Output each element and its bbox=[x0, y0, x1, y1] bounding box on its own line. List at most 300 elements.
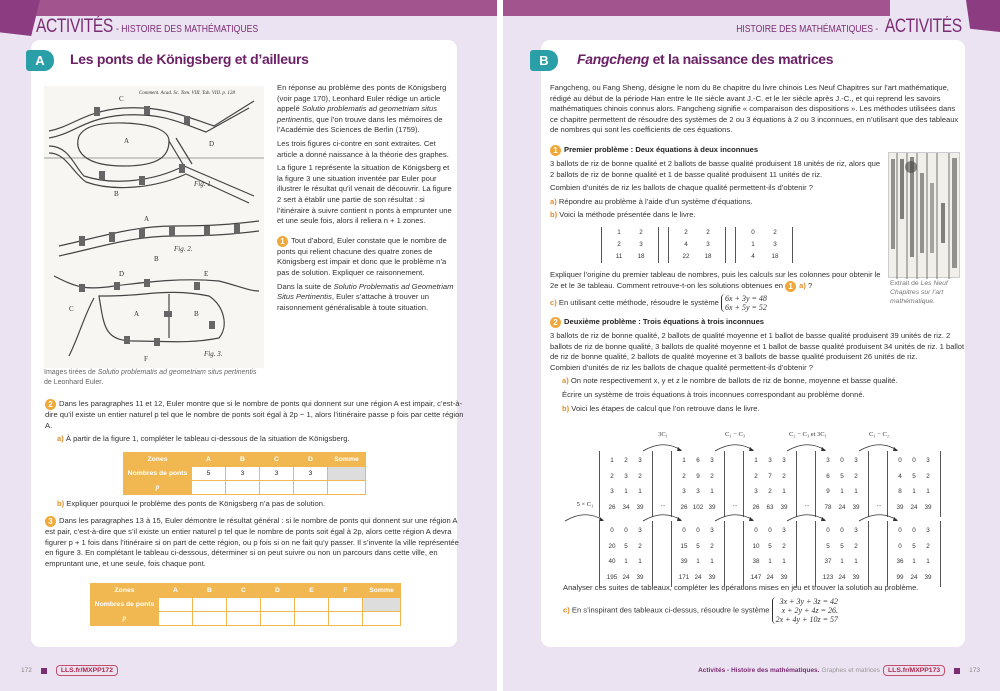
table-header: Zones bbox=[91, 584, 159, 598]
table-value: 3 bbox=[638, 527, 642, 534]
table-value: 0 bbox=[898, 457, 902, 464]
table-value: 39 bbox=[924, 503, 932, 511]
table-value: 3 bbox=[610, 488, 614, 495]
footer-chapter: Activités - Histoire des mathématiques. bbox=[698, 667, 820, 674]
table-cell[interactable] bbox=[295, 598, 329, 612]
text: Extrait de bbox=[890, 280, 921, 287]
table-value: 171 bbox=[678, 573, 690, 581]
manuscript-caption bbox=[890, 279, 965, 306]
table-cell[interactable] bbox=[329, 612, 363, 626]
table-value: 4 bbox=[751, 253, 755, 260]
table-value: 1 bbox=[710, 558, 714, 565]
table-value: 6 bbox=[826, 472, 830, 480]
table-value: 99 bbox=[896, 573, 904, 581]
label-b: b) bbox=[57, 499, 65, 508]
table-value: 10 bbox=[752, 542, 760, 550]
figure3-table bbox=[90, 583, 401, 626]
question-2 bbox=[45, 399, 465, 448]
system-3x3 bbox=[772, 597, 838, 624]
table-value: 0 bbox=[610, 527, 614, 534]
table-value: 0 bbox=[826, 527, 830, 534]
problem-2-text: 3 ballots de riz de bonne qualité, 2 ballots de qualité moyenne et 1 ballot de basse qualité produisent 39 unités de riz. 2 ballots de riz de bonne qualité, 3 ballots de qualité moyenne et 1 ballot de basse qualité produisent 34 unités de riz. 1 ballot de riz de bonne qualité, 2 ballots de qualité moyenne et 3 ballots de basse qualité produisent 26 unités de riz. bbox=[550, 331, 965, 362]
table-value: 3 bbox=[768, 457, 772, 464]
table-value: 37 bbox=[824, 558, 832, 565]
problem-2a-text: On note respectivement x, y et z le nombre de ballots de riz de bonne, moyenne et basse qualité. bbox=[570, 376, 898, 386]
row-label: Nombres de ponts bbox=[124, 467, 192, 481]
problem-number-2: 2 bbox=[550, 317, 561, 328]
arrow-icon bbox=[785, 441, 829, 453]
svg-text:A: A bbox=[124, 137, 130, 145]
label-c: c) bbox=[550, 297, 557, 307]
table-value: 1 bbox=[682, 457, 686, 464]
table-value: 1 bbox=[768, 558, 772, 565]
table-cell bbox=[328, 467, 366, 481]
question-number-1: 1 bbox=[277, 236, 288, 247]
label-a: a) bbox=[562, 376, 569, 386]
page-number: 172 bbox=[21, 667, 32, 674]
table-value: 0 bbox=[840, 457, 844, 464]
arrow-icon bbox=[641, 511, 685, 523]
text: , que l’on trouve dans les mémoires de l’Académie des Sciences de Berlin (1759). bbox=[277, 114, 443, 135]
table-value: 0 bbox=[751, 229, 755, 236]
table-value: 0 bbox=[696, 527, 700, 534]
question-2b bbox=[57, 499, 457, 513]
question-1-text: Tout d’abord, Euler constate que le nombre de ponts qui relient chacune des quatre zones de Königsberg est impair et donc que le problème n’a pas de solution. Expliquer ce raisonnement. bbox=[277, 235, 447, 277]
equation: 3x + 3y + 3z = 42 bbox=[779, 596, 838, 606]
table-value: 147 bbox=[750, 573, 762, 581]
question-3 bbox=[45, 516, 465, 572]
table-cell[interactable] bbox=[261, 598, 295, 612]
table-value: 2 bbox=[782, 472, 786, 480]
question-2-text: Dans les paragraphes 11 et 12, Euler montre que si le nombre de ponts qui donnent sur une région A est impair, c’est-à-dire qu’il existe un entier naturel p tel que le nombre de ponts soit égal à 2p − 1, alors l’itinéraire passe p fois par cette région A. bbox=[45, 399, 464, 430]
problem-1b-text: Voici la méthode présentée dans le livre. bbox=[559, 210, 696, 220]
page-header bbox=[36, 16, 289, 38]
corner-decoration bbox=[966, 0, 1000, 32]
table-cell[interactable] bbox=[192, 481, 226, 495]
operation-label: ... bbox=[660, 501, 666, 508]
table-value: 1 bbox=[782, 558, 786, 565]
table-cell bbox=[363, 598, 401, 612]
table-value: 6 bbox=[696, 457, 700, 464]
table-value: 3 bbox=[854, 457, 858, 464]
table-value: 78 bbox=[824, 503, 832, 511]
question-1-followup bbox=[277, 282, 457, 314]
operation-label: ... bbox=[732, 501, 738, 508]
table-value: 18 bbox=[637, 253, 645, 260]
caption-text-end: de Leonhard Euler. bbox=[44, 378, 104, 386]
intro-paragraph-2: Les trois figures ci-contre en sont extraites. Cet article a donné naissance à la théorie des graphes. bbox=[277, 138, 449, 159]
arrow-icon bbox=[785, 511, 829, 523]
right-page bbox=[503, 0, 1000, 691]
table-value: 8 bbox=[898, 488, 902, 495]
page-number: 173 bbox=[969, 667, 980, 674]
svg-text:D: D bbox=[209, 140, 215, 148]
label-c: c) bbox=[563, 605, 570, 615]
left-page bbox=[0, 0, 497, 691]
table-value: 39 bbox=[780, 573, 788, 581]
table-value: 1 bbox=[926, 488, 930, 495]
table-value: 2 bbox=[617, 241, 621, 248]
table-cell[interactable] bbox=[363, 612, 401, 626]
question-2b-text: Expliquer pourquoi le problème des ponts de Königsberg n’a pas de solution. bbox=[66, 499, 326, 508]
page-footer bbox=[21, 665, 118, 676]
chinese-manuscript-image bbox=[888, 152, 960, 278]
table-cell[interactable] bbox=[294, 481, 328, 495]
operation-label: ... bbox=[804, 501, 810, 508]
table-cell[interactable] bbox=[328, 481, 366, 495]
table-value: 0 bbox=[912, 527, 916, 534]
operation-label: C₁ − C₃ bbox=[724, 431, 746, 438]
reference-number-1: 1 bbox=[785, 281, 796, 292]
table-value: 1 bbox=[710, 488, 714, 495]
corner-decoration bbox=[0, 0, 40, 36]
book-title: Les Neuf Chapitres sur l’art mathématique. bbox=[890, 280, 948, 305]
table-value: 2 bbox=[610, 472, 614, 480]
problem-2-analyse bbox=[563, 583, 963, 627]
table-value: 40 bbox=[608, 558, 616, 565]
problem-1-title: Premier problème : Deux équations à deux inconnues bbox=[564, 145, 759, 154]
arrow-icon bbox=[713, 441, 757, 453]
table-header: B bbox=[226, 453, 260, 467]
svg-text:C: C bbox=[69, 305, 74, 313]
table-value: 1 bbox=[638, 558, 642, 565]
table-value: 1 bbox=[854, 488, 858, 495]
table-value: 1 bbox=[854, 558, 858, 565]
table-header: Somme bbox=[328, 453, 366, 467]
problem-2b-text: Voici les étapes de calcul que l’on retrouve dans le livre. bbox=[571, 403, 760, 413]
coefficient-table bbox=[668, 227, 726, 263]
svg-text:C: C bbox=[119, 95, 124, 103]
header-sub: HISTOIRE DES MATHÉMATIQUES - bbox=[736, 23, 879, 35]
table-value: 1 bbox=[754, 457, 758, 464]
table-value: 5 bbox=[624, 542, 628, 550]
table-cell[interactable] bbox=[159, 612, 193, 626]
article-title: Solutio Problematis ad Geometriam Situs Pertinentis bbox=[277, 281, 454, 302]
row-label: Nombres de ponts bbox=[91, 598, 159, 612]
fig3-label: Fig. 3. bbox=[204, 350, 223, 358]
step-table bbox=[887, 521, 941, 587]
question-1 bbox=[277, 236, 457, 279]
problem-1-question: Combien d’unités de riz les ballots de chaque qualité permettent-ils d’obtenir ? bbox=[550, 183, 813, 193]
table-value: 3 bbox=[854, 527, 858, 534]
table-header: D bbox=[261, 584, 295, 598]
table-value: 39 bbox=[636, 503, 644, 511]
table-cell[interactable] bbox=[227, 612, 261, 626]
table-value: 18 bbox=[704, 253, 712, 260]
table-value: 1 bbox=[751, 241, 755, 248]
header-main: ACTIVITÉS bbox=[885, 16, 962, 37]
svg-text:B: B bbox=[154, 255, 159, 263]
table-value: 2 bbox=[624, 457, 628, 464]
table-header: A bbox=[192, 453, 226, 467]
table-value: 2 bbox=[682, 472, 686, 480]
label-b: b) bbox=[550, 210, 558, 220]
table-value: 38 bbox=[752, 558, 760, 565]
table-cell[interactable]: 3 bbox=[260, 467, 294, 481]
table-value: 3 bbox=[782, 527, 786, 534]
table-value: 1 bbox=[610, 457, 614, 464]
table-value: 0 bbox=[898, 527, 902, 534]
title-italic: Fangcheng bbox=[577, 51, 649, 67]
table-cell[interactable] bbox=[260, 481, 294, 495]
table-value: 2 bbox=[638, 542, 642, 550]
equation: x + 2y + 4z = 26. bbox=[781, 605, 838, 615]
label-a: a) bbox=[57, 434, 64, 444]
title-rest: et la naissance des matrices bbox=[648, 51, 834, 67]
analyse-text: Analyser ces suites de tableaux, compléter les opérations mises en jeu et trouver la solution au problème. bbox=[563, 583, 919, 592]
table-value: 2 bbox=[706, 229, 710, 236]
table-value: 36 bbox=[896, 558, 904, 565]
table-value: 24 bbox=[694, 573, 702, 581]
table-value: 195 bbox=[606, 573, 618, 581]
table-value: 5 bbox=[840, 542, 844, 550]
table-value: 1 bbox=[912, 558, 916, 565]
table-value: 22 bbox=[682, 253, 690, 260]
label-a: a) bbox=[550, 196, 557, 206]
text: Dans la suite de bbox=[277, 281, 334, 291]
caption-text: Images tirées de bbox=[44, 369, 98, 376]
table-value: 3 bbox=[696, 488, 700, 495]
header-main: ACTIVITÉS bbox=[36, 16, 113, 37]
table-value: 2 bbox=[773, 229, 777, 236]
table-value: 2 bbox=[710, 472, 714, 480]
text: , Euler s’attache à trouver un raisonnement généralisable à toute situation. bbox=[277, 292, 429, 312]
table-value: 11 bbox=[615, 253, 623, 260]
table-value: 5 bbox=[696, 542, 700, 550]
table-value: 1 bbox=[782, 488, 786, 495]
question-number-3: 3 bbox=[45, 516, 56, 527]
table-value: 39 bbox=[708, 573, 716, 581]
problem-2-question: Combien d’unités de riz les ballots de chaque qualité permettent-ils d’obtenir ? bbox=[550, 362, 813, 372]
top-band bbox=[36, 0, 497, 16]
header-sub: - HISTOIRE DES MATHÉMATIQUES bbox=[115, 23, 258, 35]
konigsberg-bridges-drawing bbox=[44, 86, 264, 368]
problem-1a-text: Répondre au problème à l’aide d’un système d’équations. bbox=[558, 196, 753, 206]
table-value: 2 bbox=[639, 229, 643, 236]
table-header: C bbox=[227, 584, 261, 598]
table-cell[interactable] bbox=[329, 598, 363, 612]
row-label: p bbox=[91, 612, 159, 626]
table-cell[interactable]: 3 bbox=[294, 467, 328, 481]
section-badge: B bbox=[530, 50, 558, 71]
fig1-label: Fig. 1. bbox=[194, 180, 213, 188]
table-value: 1 bbox=[840, 488, 844, 495]
section-title bbox=[577, 51, 833, 67]
table-value: 3 bbox=[624, 472, 628, 480]
table-value: 26 bbox=[608, 503, 616, 511]
intro-paragraph-3: La figure 1 représente la situation de Königsberg et la figure 3 une situation inventée par Euler pour illustrer le résultat qu’il venait de découvrir. La figure 2 sert à établir une partie de son résultat : si l’itinéraire à suivre contient n ponts à emprunter une et une seule fois, alors il reliera n + 1 zones. bbox=[277, 163, 452, 226]
svg-text:A: A bbox=[134, 310, 140, 318]
step-table bbox=[743, 521, 797, 587]
operation-label: 3C₁ bbox=[658, 431, 668, 438]
arrow-icon bbox=[713, 511, 757, 523]
footer-subtitle: Graphes et matrices bbox=[821, 667, 881, 674]
resource-link[interactable]: LLS.fr/MXPP172 bbox=[56, 665, 118, 676]
problem-1 bbox=[550, 145, 885, 224]
table-value: 5 bbox=[912, 542, 916, 550]
problem-2a-text2: Écrire un système de trois équations à trois inconnues correspondant au problème donné. bbox=[562, 389, 865, 399]
operation-label: 5 × C₁ bbox=[576, 501, 594, 508]
table-value: 2 bbox=[710, 542, 714, 550]
label-b: b) bbox=[562, 403, 570, 413]
table-value: 39 bbox=[680, 558, 688, 565]
table-value: 24 bbox=[622, 573, 630, 581]
svg-text:B: B bbox=[114, 190, 119, 198]
table-value: 0 bbox=[898, 542, 902, 550]
figure-header-note: Comment. Acad. Sc. Tom. VIII. Tab. VIII. p. 128 bbox=[139, 91, 235, 96]
table-value: 4 bbox=[684, 241, 688, 248]
table-cell[interactable] bbox=[226, 481, 260, 495]
table-value: 2 bbox=[768, 488, 772, 495]
table-value: 5 bbox=[840, 472, 844, 480]
table-header: Somme bbox=[363, 584, 401, 598]
step-table bbox=[815, 521, 869, 587]
table-value: 0 bbox=[912, 457, 916, 464]
problem-1c-text: En utilisant cette méthode, résoudre le système bbox=[558, 297, 719, 307]
equation: 2x + 4y + 10z = 57 bbox=[775, 614, 838, 624]
equation: 6x + 3y = 48 bbox=[725, 293, 767, 303]
table-value: 39 bbox=[896, 503, 904, 511]
svg-text:E: E bbox=[204, 270, 209, 278]
intro-text: Fangcheng, ou Fang Sheng, désigne le nom du 8e chapitre du livre chinois Les Neuf Chapitres sur l’art mathématique, rédigé au début de la période Han entre le IIe siècle avant J.-C. et le Ier siècle après J.-C., et qui reprend les savoirs mathématiques chinois connus alors. Fangcheng signifie « comparaison des dispositions ». Les méthodes utilisées dans ce chapitre permettent de résoudre des systèmes de 2 ou 3 équations à 2 ou 3 inconnues, en n’utilisant que des tableaux de nombres qui sont les coefficients de ces équations. bbox=[550, 83, 959, 135]
table-value: 9 bbox=[826, 488, 830, 495]
top-band bbox=[503, 0, 890, 16]
table-cell[interactable] bbox=[193, 612, 227, 626]
text: Expliquer l’origine du premier tableau de nombres, puis les calculs sur les colonnes pour obtenir le 2e et le 3e tableau. Comment retrouve-t-on les solutions obtenues en bbox=[550, 270, 881, 290]
arrow-icon bbox=[857, 511, 901, 523]
table-value: 4 bbox=[898, 472, 902, 480]
table-value: 123 bbox=[822, 573, 834, 581]
table-value: 0 bbox=[682, 527, 686, 534]
euler-figures bbox=[44, 86, 264, 368]
table-value: 0 bbox=[624, 527, 628, 534]
section-title: Les ponts de Königsberg et d’ailleurs bbox=[70, 51, 309, 67]
caption-italic: Solutio problematis ad geometriam situs pertinentis bbox=[97, 369, 257, 376]
table-value: 1 bbox=[840, 558, 844, 565]
table-header: E bbox=[295, 584, 329, 598]
table-value: 1 bbox=[624, 488, 628, 495]
equation: 6x + 5y = 52 bbox=[725, 302, 767, 312]
step-table bbox=[671, 521, 725, 587]
table-value: 1 bbox=[926, 558, 930, 565]
intro-column bbox=[277, 83, 457, 316]
table-value: 39 bbox=[708, 503, 716, 511]
text: ? bbox=[805, 280, 813, 290]
table-value: 2 bbox=[638, 472, 642, 480]
table-value: 3 bbox=[773, 241, 777, 248]
table-value: 39 bbox=[852, 503, 860, 511]
table-value: 3 bbox=[926, 527, 930, 534]
page-header bbox=[705, 16, 962, 38]
table-value: 3 bbox=[926, 457, 930, 464]
table-value: 1 bbox=[617, 229, 621, 236]
table-value: 1 bbox=[912, 488, 916, 495]
table-value: 15 bbox=[680, 542, 688, 550]
table-value: 3 bbox=[710, 527, 714, 534]
arrow-icon bbox=[563, 511, 607, 523]
resource-link[interactable]: LLS.fr/MXPP173 bbox=[883, 665, 945, 676]
section-badge: A bbox=[26, 50, 54, 71]
problem-1-explain bbox=[550, 270, 885, 315]
table-value: 24 bbox=[910, 573, 918, 581]
table-value: 39 bbox=[852, 573, 860, 581]
question-number-2: 2 bbox=[45, 399, 56, 410]
coefficient-table bbox=[735, 227, 793, 263]
table-value: 63 bbox=[766, 503, 774, 511]
problem-2 bbox=[550, 317, 970, 417]
svg-text:D: D bbox=[119, 270, 125, 278]
intro-paragraph bbox=[550, 83, 965, 139]
table-cell[interactable] bbox=[193, 598, 227, 612]
table-value: 5 bbox=[768, 542, 772, 550]
row-label: p bbox=[124, 481, 192, 495]
table-value: 39 bbox=[636, 573, 644, 581]
table-value: 24 bbox=[766, 573, 774, 581]
table-cell[interactable]: 3 bbox=[226, 467, 260, 481]
square-bullet-icon bbox=[41, 668, 47, 674]
operation-label: C₁ − C₂ bbox=[868, 431, 890, 438]
table-value: 1 bbox=[624, 558, 628, 565]
table-value: 20 bbox=[608, 542, 616, 550]
table-value: 9 bbox=[696, 472, 700, 480]
table-value: 0 bbox=[840, 527, 844, 534]
svg-text:A: A bbox=[144, 215, 150, 223]
arrow-icon bbox=[641, 441, 685, 453]
problem-2-title: Deuxième problème : Trois équations à trois inconnues bbox=[564, 317, 765, 326]
coefficient-table bbox=[601, 227, 659, 263]
table-value: 5 bbox=[826, 542, 830, 550]
table-cell[interactable]: 5 bbox=[192, 467, 226, 481]
table-header: F bbox=[329, 584, 363, 598]
table-value: 2 bbox=[926, 542, 930, 550]
table-cell[interactable] bbox=[159, 598, 193, 612]
table-value: 3 bbox=[706, 241, 710, 248]
table-value: 24 bbox=[838, 573, 846, 581]
arrow-icon bbox=[857, 441, 901, 453]
fig2-label: Fig. 2. bbox=[174, 245, 193, 253]
table-cell[interactable] bbox=[295, 612, 329, 626]
table-cell[interactable] bbox=[261, 612, 295, 626]
table-header: Zones bbox=[124, 453, 192, 467]
table-value: 18 bbox=[771, 253, 779, 260]
question-2a-text: À partir de la figure 1, compléter le tableau ci-dessous de la situation de Königsberg. bbox=[65, 434, 350, 444]
table-value: 26 bbox=[680, 503, 688, 511]
reference-a: a) bbox=[799, 280, 806, 290]
table-value: 39 bbox=[924, 573, 932, 581]
table-value: 2 bbox=[854, 472, 858, 480]
svg-text:B: B bbox=[194, 310, 199, 318]
table-cell[interactable] bbox=[227, 598, 261, 612]
table-value: 3 bbox=[754, 488, 758, 495]
problem-1-text: 3 ballots de riz de bonne qualité et 2 ballots de basse qualité produisent 18 unités de riz, alors que 2 ballots de riz de bonne qualité et 1 de basse qualité produisent 11 unités de riz. bbox=[550, 159, 881, 179]
table-value: 34 bbox=[622, 503, 630, 511]
page-footer bbox=[698, 665, 980, 676]
table-value: 3 bbox=[782, 457, 786, 464]
table-value: 2 bbox=[754, 472, 758, 480]
table-value: 102 bbox=[692, 503, 704, 511]
table-value: 24 bbox=[910, 503, 918, 511]
table-value: 26 bbox=[752, 503, 760, 511]
table-value: 3 bbox=[710, 457, 714, 464]
operation-label: C₂ − C₃ et 3C₁ bbox=[789, 431, 827, 438]
operation-label: ... bbox=[876, 501, 882, 508]
table-value: 0 bbox=[754, 527, 758, 534]
table-value: 1 bbox=[696, 558, 700, 565]
table-value: 2 bbox=[684, 229, 688, 236]
table-value: 3 bbox=[682, 488, 686, 495]
problem-2c-text: En s’inspirant des tableaux ci-dessus, résoudre le système bbox=[571, 605, 770, 615]
table-value: 2 bbox=[854, 542, 858, 550]
